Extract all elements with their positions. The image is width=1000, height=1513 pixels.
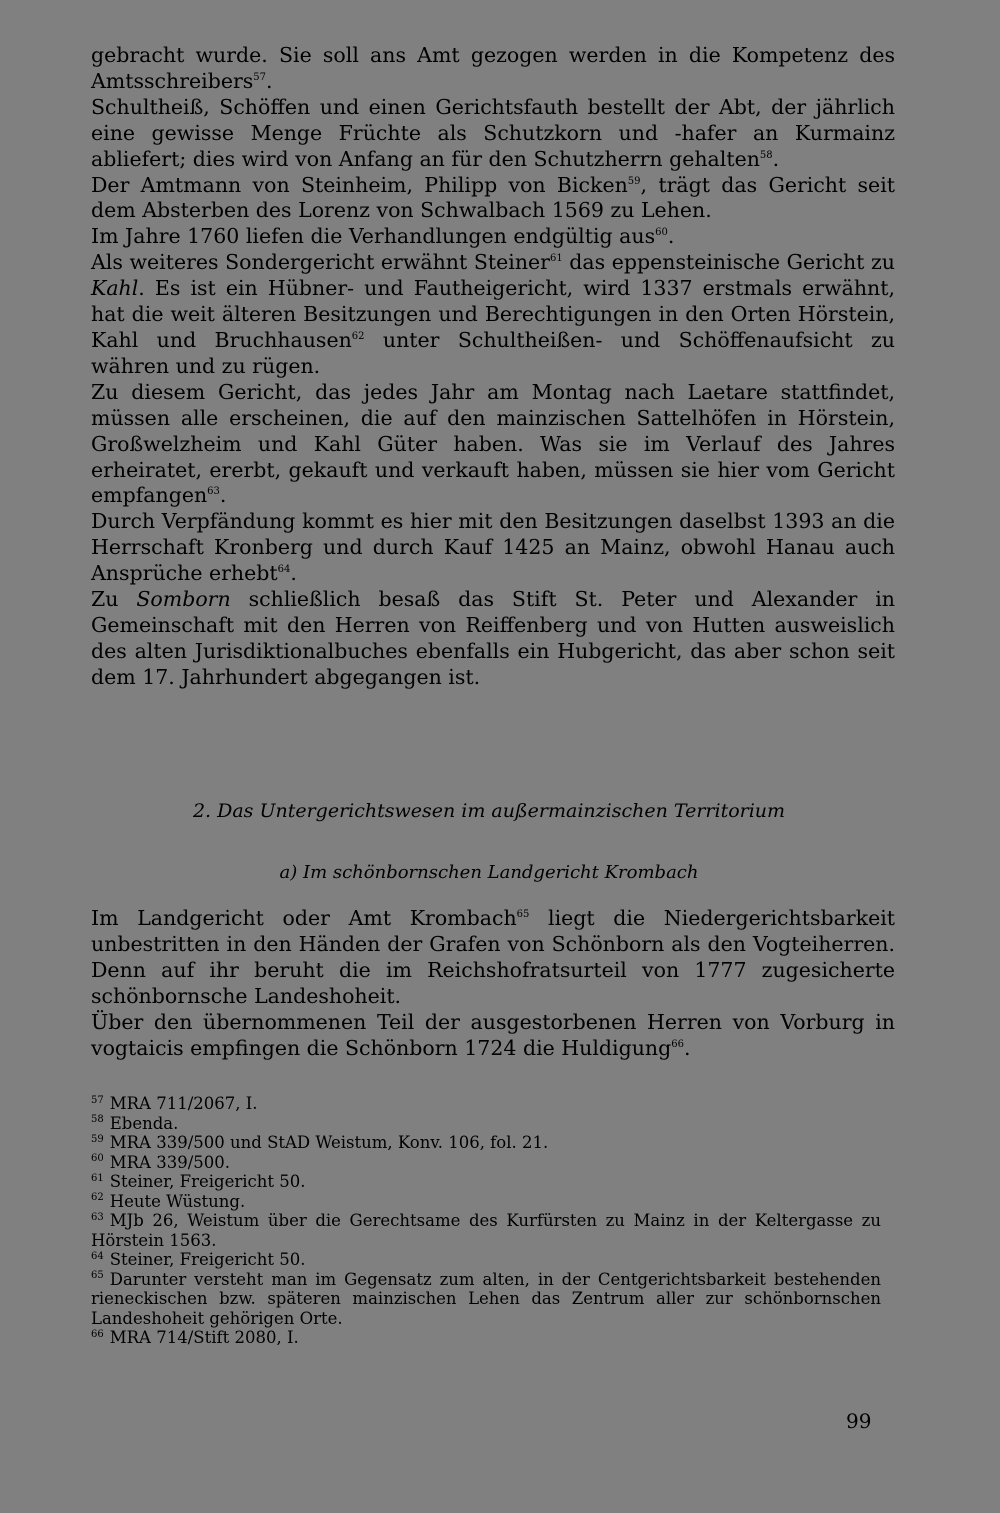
text-run: . Es ist ein Hübner- und Fautheigericht, wird 1337 erstmals erwähnt, hat die weit älteren Besitzungen und Berechtigungen in den Orten Hörstein, Kahl und Bruchhausen bbox=[91, 276, 895, 352]
footnotes bbox=[91, 1094, 881, 1348]
footnote bbox=[91, 1133, 881, 1153]
paragraph bbox=[91, 43, 895, 95]
footnote-text: MRA 714/Stift 2080, I. bbox=[109, 1328, 299, 1347]
text-run: . bbox=[219, 483, 227, 508]
footnote-text: Heute Wüstung. bbox=[109, 1191, 246, 1211]
paragraph bbox=[91, 224, 895, 250]
page-number: 99 bbox=[846, 1409, 872, 1433]
footnote bbox=[91, 1250, 881, 1270]
footnote-ref: 63 bbox=[207, 486, 220, 498]
text-run: . bbox=[683, 1035, 691, 1060]
text-run: Über den übernommenen Teil der ausgestorbenen Herren von Vorburg in vogtaicis empfingen die Schönborn 1724 die Huldigung bbox=[91, 1009, 895, 1060]
footnote-ref: 57 bbox=[253, 72, 267, 84]
text-run: . bbox=[772, 146, 780, 171]
paragraph bbox=[91, 95, 895, 173]
text-run: schließlich besaß das Stift St. Peter und Alexander in Gemeinschaft mit den Herren von Reiffenberg und von Hutten ausweislich des alten Jurisdiktionalbuches ebenfalls ein Hubgericht, das aber schon seit dem 17. Jahrhundert abgegangen ist. bbox=[91, 587, 895, 689]
text-run: Schultheiß, Schöffen und einen Gerichtsfauth bestellt der Abt, der jährlich eine gewisse Menge Früchte als Schutzkorn und -hafer an Kurmainz abliefert; dies wird von Anfang an für den Schutzherrn gehalten bbox=[91, 94, 895, 171]
footnote-text: Steiner, Freigericht 50. bbox=[109, 1250, 306, 1269]
text-run: Als weiteres Sondergericht erwähnt Steiner bbox=[91, 250, 550, 275]
text-run: Durch Verpfändung kommt es hier mit den Besitzungen daselbst 1393 an die Herrschaft Kronberg und durch Kauf 1425 an Mainz, obwohl Hanau auch Ansprüche erhebt bbox=[91, 509, 895, 586]
place-name-italic: Kahl bbox=[91, 276, 139, 301]
footnote-ref: 66 bbox=[671, 1038, 684, 1050]
text-run: unter Schultheißen- und Schöffenaufsicht zu währen und zu rügen. bbox=[91, 327, 896, 378]
footnote-number: 57 bbox=[91, 1094, 104, 1106]
paragraph bbox=[91, 1010, 895, 1062]
text-run: Zu diesem Gericht, das jedes Jahr am Montag nach Laetare stattfindet, müssen alle erscheinen, die auf den mainzischen Sattelhöfen in Hörstein, Großwelzheim und Kahl Güter haben. Was sie im Verlauf des Jahres erheiratet, ererbt, gekauft und verkauft haben, müssen sie hier vom Gericht empfangen bbox=[91, 379, 895, 508]
paragraph bbox=[91, 509, 895, 587]
footnote-ref: 65 bbox=[516, 909, 530, 921]
footnote-text: Ebenda. bbox=[109, 1113, 179, 1133]
footnote bbox=[91, 1094, 881, 1114]
footnote-number: 62 bbox=[91, 1192, 104, 1203]
footnote-ref: 59 bbox=[627, 175, 641, 187]
footnote-number: 63 bbox=[91, 1211, 104, 1223]
footnote-number: 59 bbox=[91, 1133, 104, 1145]
text-run: . bbox=[266, 68, 273, 93]
footnote bbox=[91, 1114, 881, 1134]
text-run: liegt die Niedergerichtsbarkeit unbestritten in den Händen der Grafen von Schönborn als den Vogteiherren. Denn auf ihr beruht die im Reichshofratsurteil von 1777 zugesicherte schönbornsche Landeshoheit. bbox=[91, 906, 895, 1008]
footnote-text: Darunter versteht man im Gegensatz zum alten, in der Centgerichtsbarkeit bestehenden rieneckischen bzw. späteren mainzischen Lehen das Zentrum aller zur schönbornschen Landeshoheit gehörigen Orte. bbox=[91, 1269, 881, 1328]
text-run: . bbox=[290, 561, 297, 586]
text-run: Der Amtmann von Steinheim, Philipp von Bicken bbox=[91, 172, 628, 197]
footnote-text: Steiner, Freigericht 50. bbox=[109, 1172, 306, 1191]
footnote bbox=[91, 1328, 881, 1348]
text-run: Im Landgericht oder Amt Krombach bbox=[91, 906, 517, 930]
footnote-number: 60 bbox=[91, 1153, 104, 1164]
main-text bbox=[91, 43, 895, 691]
footnote-text: MRA 711/2067, I. bbox=[109, 1094, 258, 1113]
place-name-italic: Somborn bbox=[136, 587, 231, 612]
footnote-text: MJb 26, Weistum über die Gerechtsame des Kurfürsten zu Mainz in der Keltergasse zu Hörstein 1563. bbox=[91, 1211, 881, 1250]
text-run: das eppensteinische Gericht zu bbox=[562, 250, 895, 275]
paragraph bbox=[91, 380, 895, 510]
section-heading: 2. Das Untergerichtswesen im außermainzischen Territorium bbox=[192, 800, 786, 822]
footnote bbox=[91, 1172, 881, 1192]
text-run: gebracht wurde. Sie soll ans Amt gezogen werden in die Kompetenz des Amtsschreibers bbox=[91, 43, 895, 93]
section-text bbox=[91, 906, 895, 1061]
footnote bbox=[91, 1192, 881, 1212]
footnote-text: MRA 339/500. bbox=[109, 1152, 231, 1172]
footnote-ref: 60 bbox=[655, 227, 668, 239]
footnote bbox=[91, 1153, 881, 1173]
footnote-number: 65 bbox=[91, 1270, 104, 1281]
footnote-number: 66 bbox=[91, 1328, 104, 1340]
paragraph bbox=[91, 587, 895, 691]
footnote-ref: 58 bbox=[759, 149, 773, 161]
footnote-number: 64 bbox=[91, 1250, 104, 1262]
subsection-heading: a) Im schönbornschen Landgericht Krombach bbox=[279, 862, 699, 883]
footnote-text: MRA 339/500 und StAD Weistum, Konv. 106, fol. 21. bbox=[109, 1133, 549, 1152]
paragraph bbox=[91, 906, 895, 1010]
footnote bbox=[91, 1211, 881, 1250]
paragraph bbox=[91, 250, 895, 380]
footnote-number: 58 bbox=[91, 1114, 104, 1125]
text-run: , trägt das Gericht seit dem Absterben des Lorenz von Schwalbach 1569 zu Lehen. bbox=[91, 172, 895, 223]
paragraph bbox=[91, 173, 895, 225]
text-run: . bbox=[667, 224, 675, 249]
footnote-ref: 64 bbox=[277, 564, 291, 576]
text-run: Zu bbox=[91, 587, 137, 612]
footnote-ref: 62 bbox=[351, 331, 365, 343]
footnote-ref: 61 bbox=[549, 253, 563, 265]
text-run: Im Jahre 1760 liefen die Verhandlungen endgültig aus bbox=[91, 224, 656, 249]
footnote bbox=[91, 1270, 881, 1329]
footnote-number: 61 bbox=[91, 1172, 104, 1184]
